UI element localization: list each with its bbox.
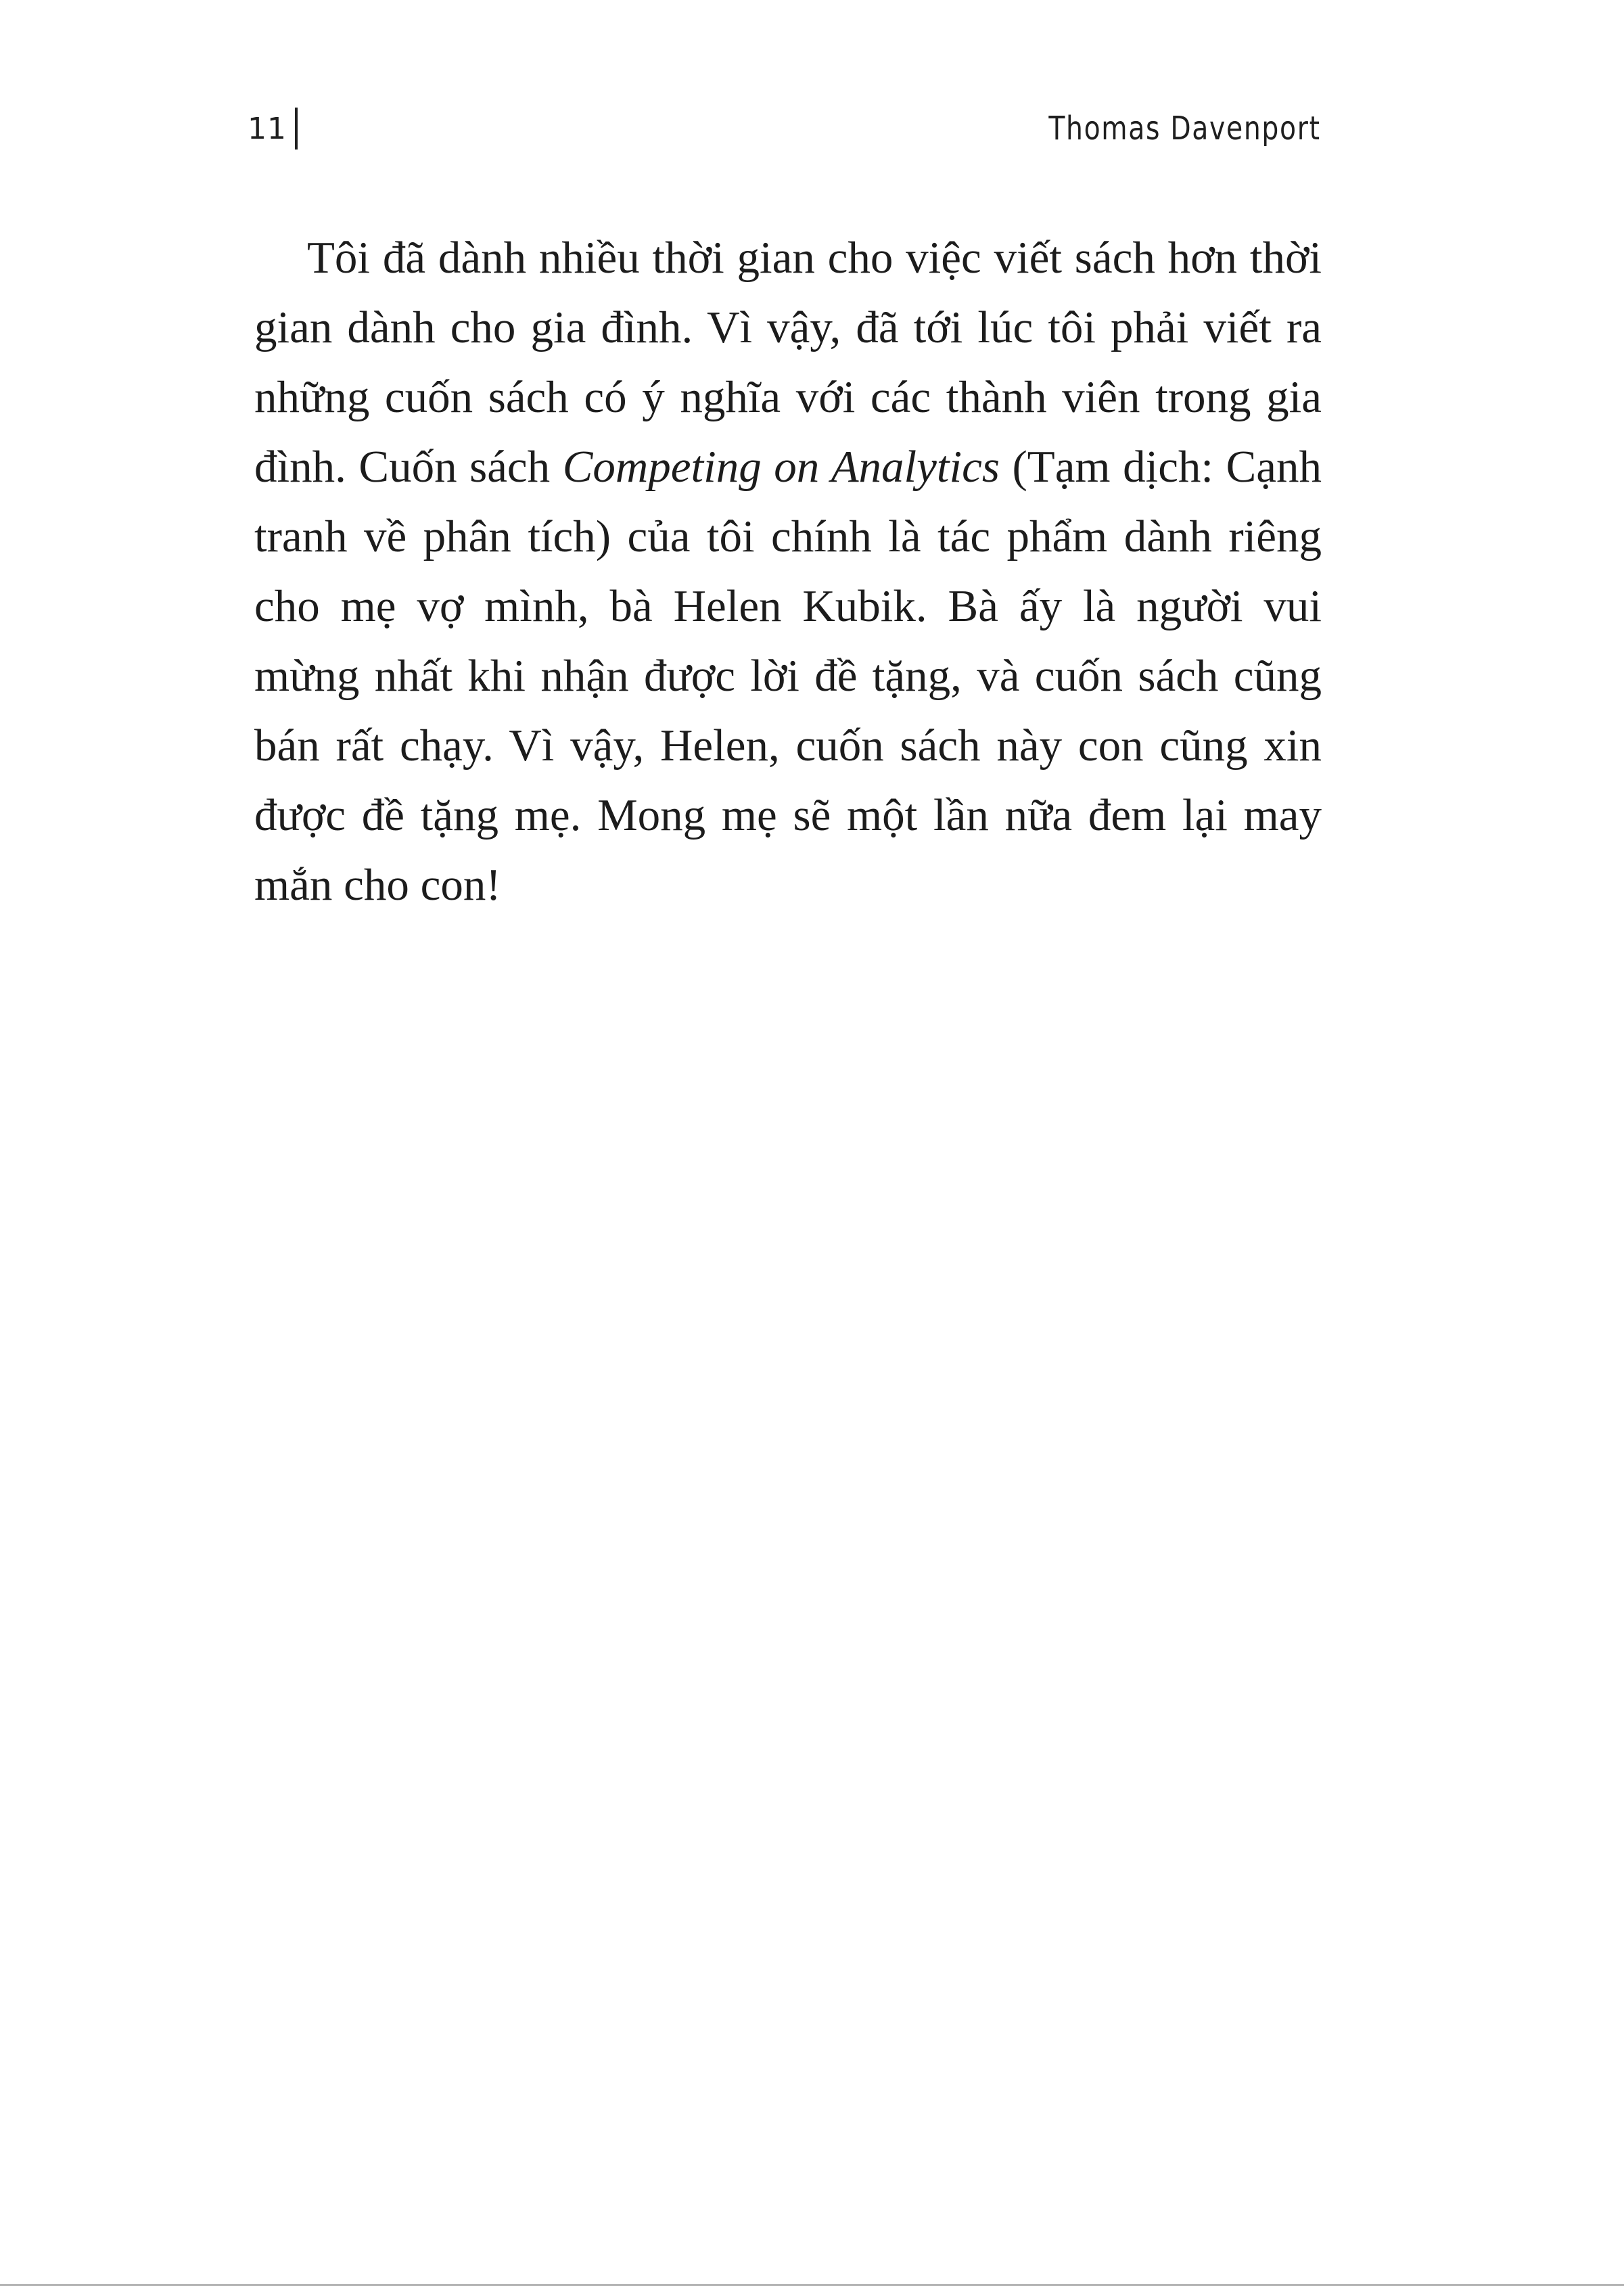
page-number: [248, 108, 298, 150]
dedication-text-part2: (Tạm dịch: Cạnh tranh về phân tích) của tôi chính là tác phẩm dành riêng cho mẹ vợ mình, bà Helen Kubik. Bà ấy là người vui mừng nhất khi nhận được lời đề tặng, và cuốn sách cũng bán rất chạy. Vì vậy, Helen, cuốn sách này con cũng xin được đề tặng mẹ. Mong mẹ sẽ một lần nữa đem lại may mắn cho con!: [254, 442, 1322, 910]
running-author: Thomas Davenport: [1048, 110, 1321, 147]
page-number-text: 11: [248, 111, 287, 146]
book-title: Competing on Analytics: [562, 442, 1000, 492]
running-head: [248, 101, 1321, 156]
dedication-text-part1: Tôi đã dành nhiều thời gian cho việc viết sách hơn thời gian dành cho gia đình. Vì vậy, đã tới lúc tôi phải viết ra những cuốn sách có ý nghĩa với các thành viên trong gia đình. Cuốn sách: [254, 233, 1322, 492]
dedication-paragraph: [254, 223, 1322, 920]
scan-edge-line: [0, 2284, 1624, 2286]
page-number-divider: [295, 108, 298, 150]
